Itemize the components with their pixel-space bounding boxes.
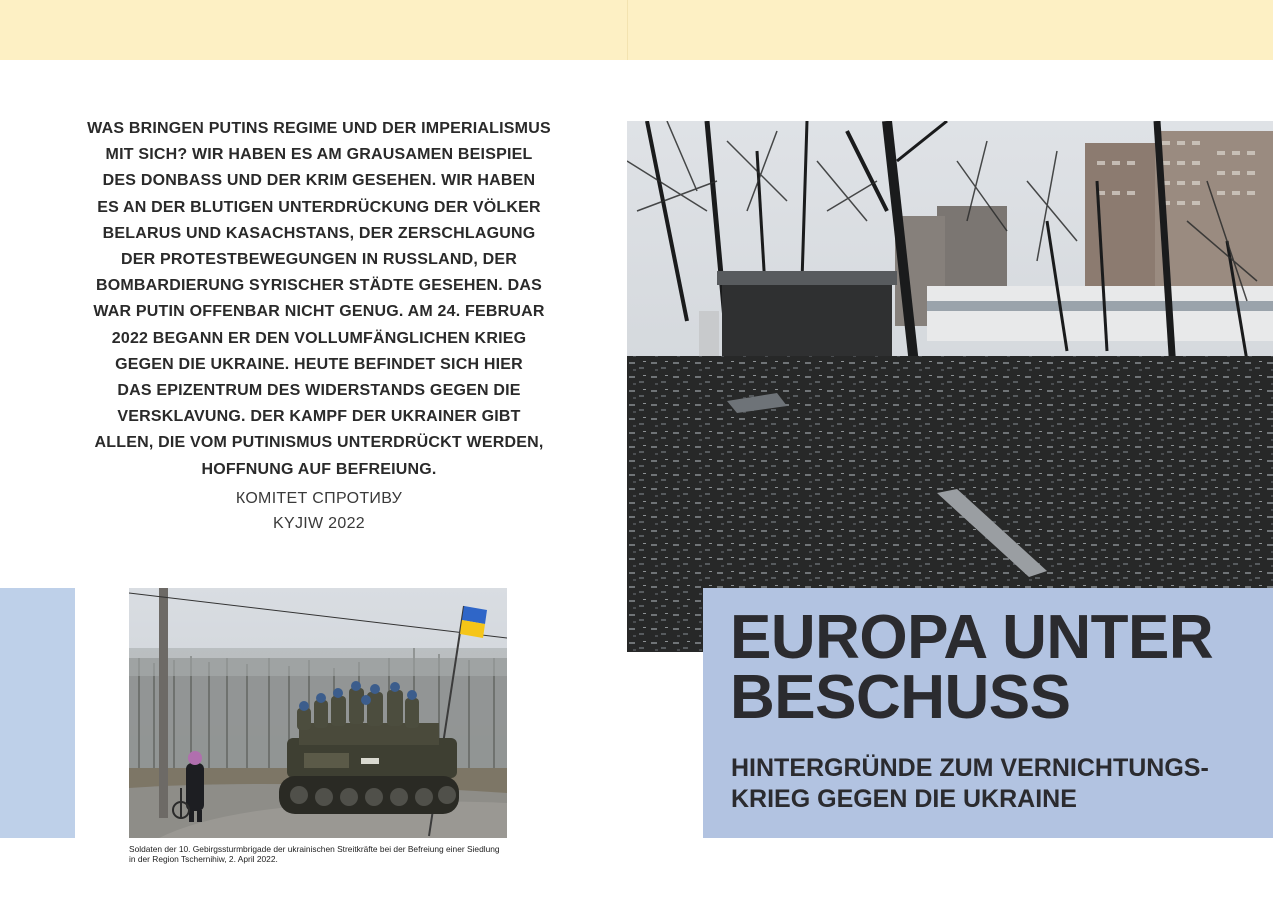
quote-line: DES DONBASS UND DER KRIM GESEHEN. WIR HABEN — [102, 172, 536, 190]
quote-line: DER PROTESTBEWEGUNGEN IN RUSSLAND, DER — [120, 251, 518, 269]
quote-line: BOMBARDIERUNG SYRISCHER STÄDTE GESEHEN. DAS — [96, 277, 542, 295]
quote-text — [80, 116, 558, 483]
caption-line: Soldaten der 10. Gebirgssturmbrigade der ukrainischen Streitkräfte bei der Befreiung einer Siedlung — [129, 844, 500, 854]
caption-line: in der Region Tschernihiw, 2. April 2022. — [129, 854, 278, 864]
quote-line: DAS EPIZENTRUM DES WIDERSTANDS GEGEN DIE — [117, 382, 521, 400]
subtitle-line: HINTERGRÜNDE ZUM VERNICHTUNGS- — [731, 754, 1209, 782]
top-banner — [0, 0, 1273, 60]
title-line: EUROPA UNTER — [730, 603, 1214, 672]
quote-line: ES AN DER BLUTIGEN UNTERDRÜCKUNG DER VÖLKER — [97, 198, 541, 216]
soldiers-tank-photo — [129, 588, 507, 838]
quote-line: ALLEN, DIE VOM PUTINISMUS UNTERDRÜCKT WERDEN, — [94, 434, 544, 452]
quote-line: 2022 BEGANN ER DEN VOLLUMFÄNGLICHEN KRIEG — [111, 329, 527, 347]
author-name: КОМІТЕТ СПРОТИВУ — [235, 490, 403, 507]
author-place-year: KYJIW 2022 — [273, 515, 365, 532]
photo-caption — [129, 844, 519, 864]
quote-line: VERSKLAVUNG. DER KAMPF DER UKRAINER GIBT — [117, 408, 521, 426]
quote-line: GEGEN DIE UKRAINE. HEUTE BEFINDET SICH HIER — [115, 355, 523, 373]
soldiers-tank-illustration — [129, 588, 507, 838]
quote-line: WAS BRINGEN PUTINS REGIME UND DER IMPERIALISMUS — [87, 120, 551, 137]
subtitle-line: KRIEG GEGEN DIE UKRAINE — [731, 785, 1077, 813]
destroyed-city-illustration — [627, 121, 1273, 652]
destroyed-city-photo — [627, 121, 1273, 652]
quote-attribution — [80, 486, 558, 536]
subtitle — [731, 753, 1271, 815]
quote-line: HOFFNUNG AUF BEFREIUNG. — [201, 460, 437, 478]
left-accent-bar — [0, 588, 75, 838]
main-title — [730, 603, 1270, 732]
quote-line: WAR PUTIN OFFENBAR NICHT GENUG. AM 24. FEBRUAR — [93, 303, 545, 321]
quote-line: MIT SICH? WIR HABEN ES AM GRAUSAMEN BEISPIEL — [105, 146, 533, 164]
title-panel — [703, 588, 1273, 838]
quote-line: BELARUS UND KASACHSTANS, DER ZERSCHLAGUNG — [102, 224, 536, 242]
title-line: BESCHUSS — [730, 663, 1071, 732]
page-spread-seam — [627, 0, 628, 60]
